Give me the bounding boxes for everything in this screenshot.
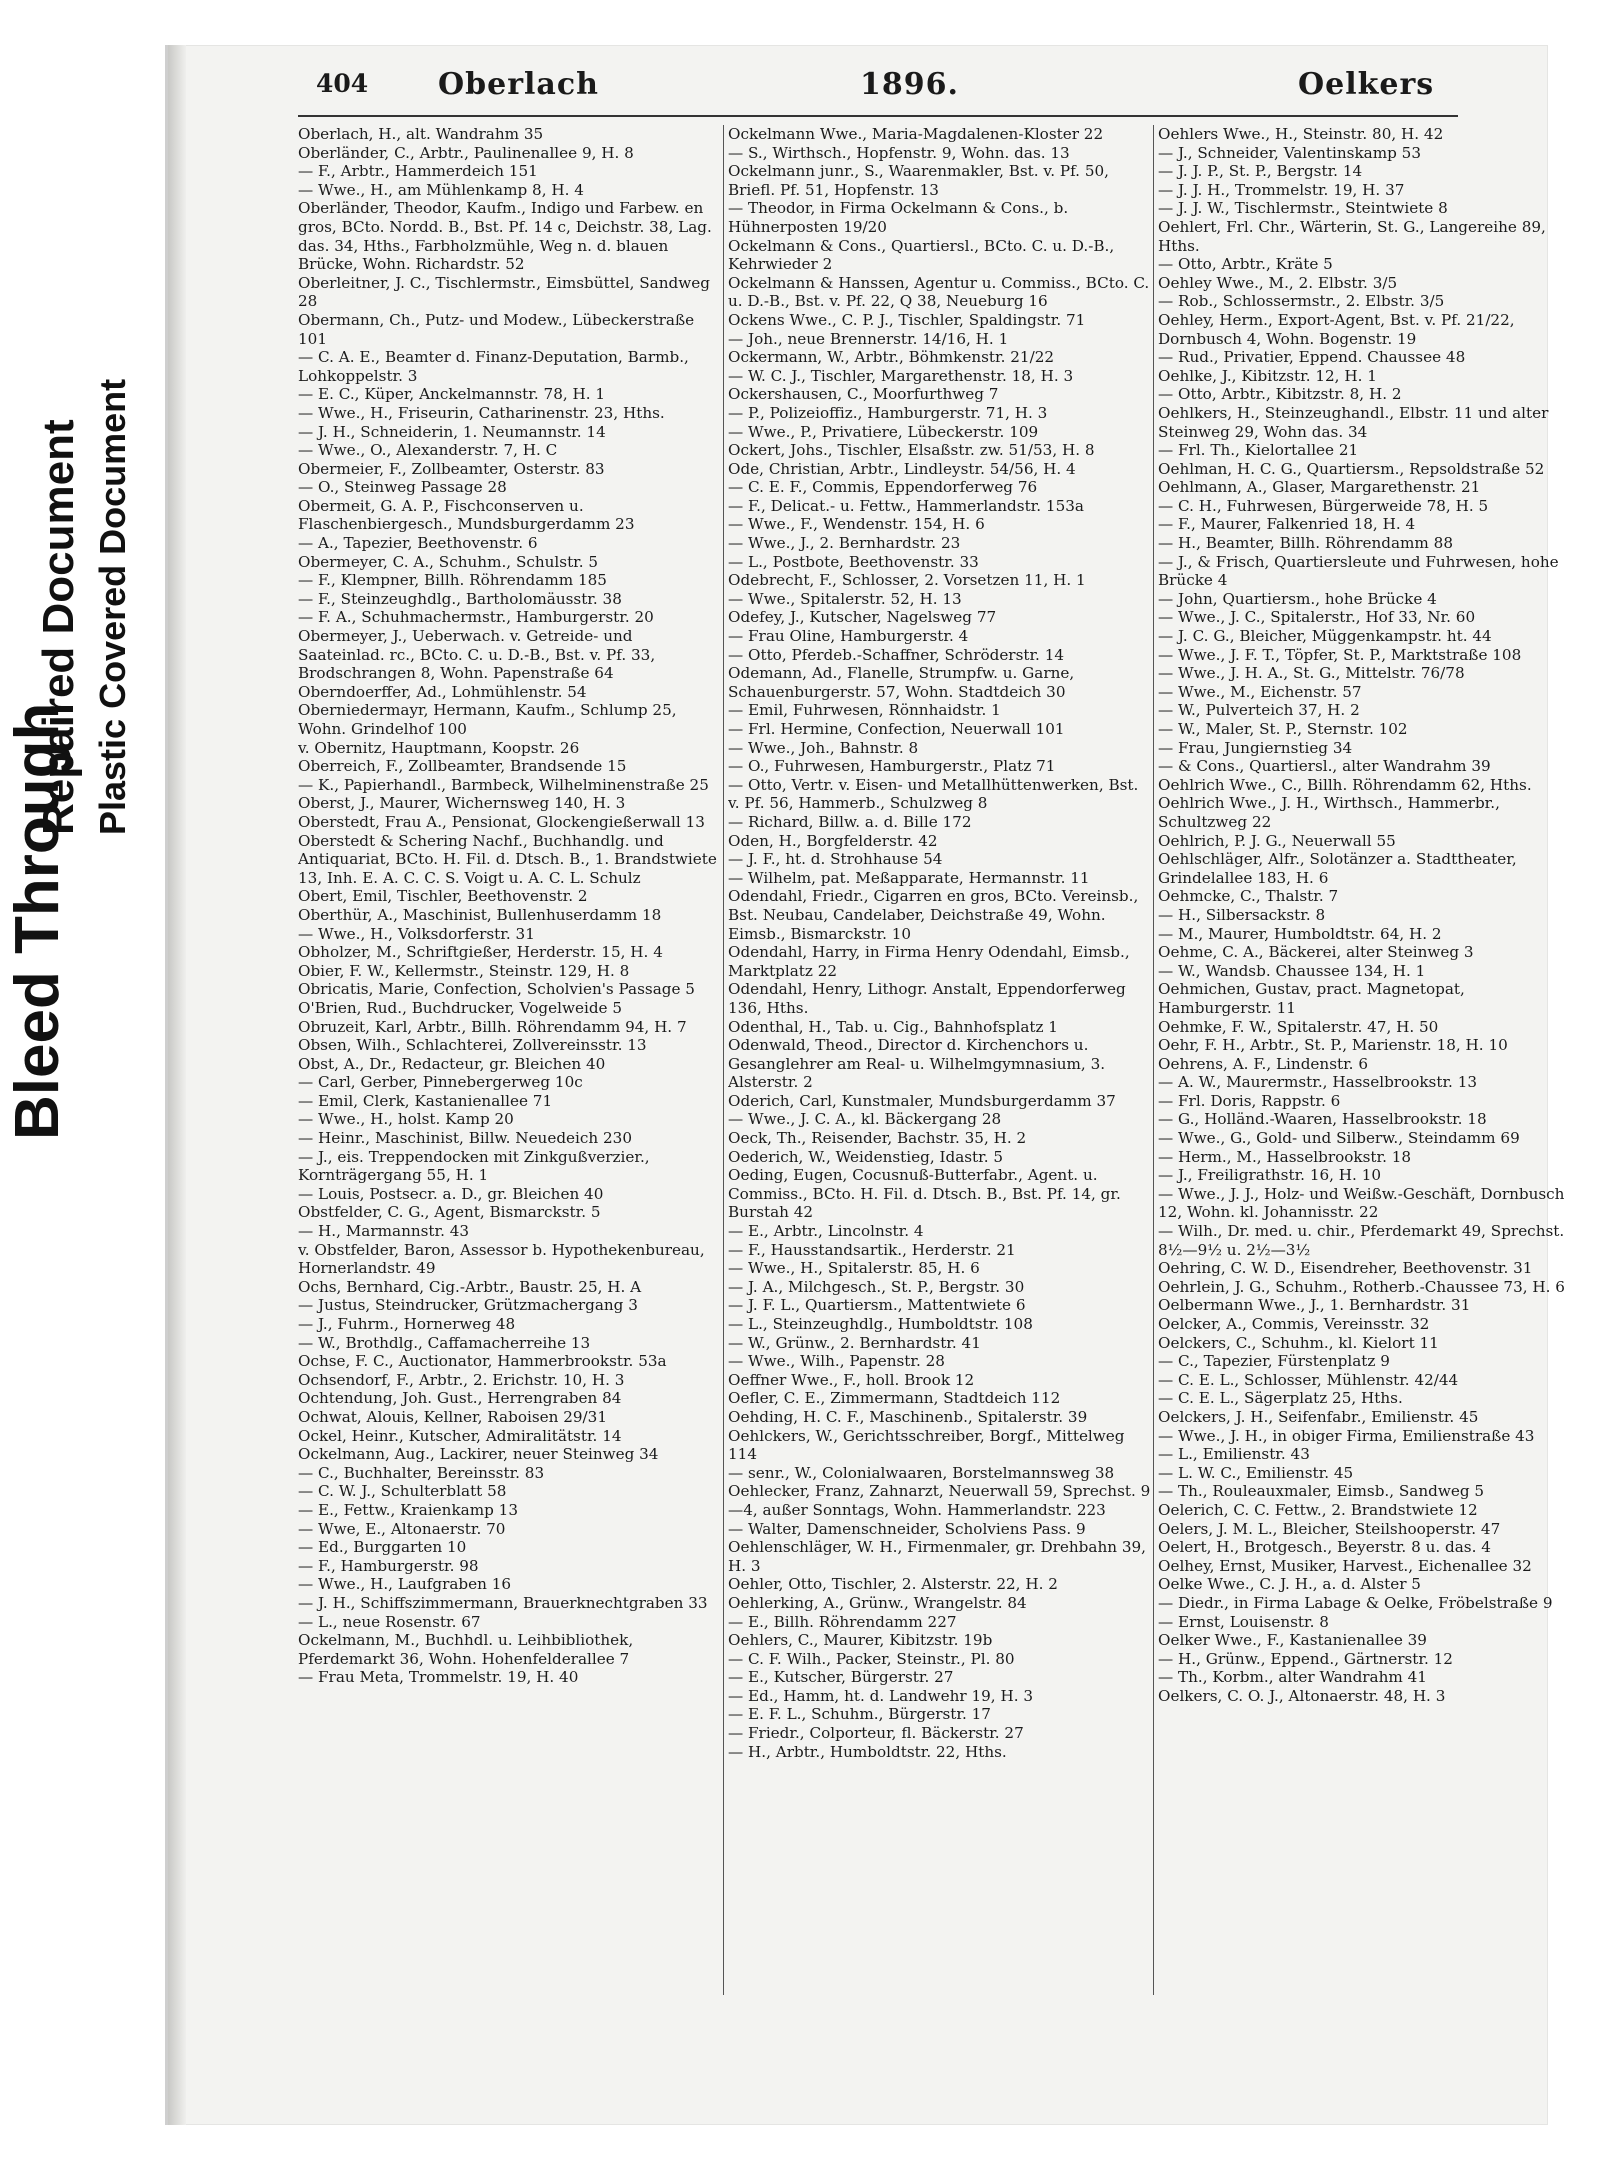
directory-entry: Ochsendorf, F., Arbtr., 2. Erichstr. 10, H. 3	[298, 1370, 625, 1389]
directory-entry: Odendahl, Harry, in Firma Henry Odendahl, Eimsb., Marktplatz 22	[728, 943, 1130, 980]
directory-entry: — P., Polizeioffiz., Hamburgerstr. 71, H. 3	[728, 403, 1048, 422]
directory-entry: Oberstedt & Schering Nachf., Buchhandlg. und Antiquariat, BCto. H. Fil. d. Dtsch. B., 1. Brandstwiete 13, Inh. E. A. C. C. S. Voigt u. A. C. L. Schulz	[298, 831, 717, 887]
directory-entry: — W., Grünw., 2. Bernhardstr. 41	[728, 1333, 981, 1352]
directory-entry: Ockelmann, M., Buchhdl. u. Leihbibliothek, Pferdemarkt 36, Wohn. Hohenfelderallee 7	[298, 1631, 634, 1668]
directory-entry: — Diedr., in Firma Labage & Oelke, Fröbelstraße 9	[1158, 1593, 1553, 1612]
directory-entry: — Rud., Privatier, Eppend. Chaussee 48	[1158, 348, 1466, 367]
directory-entry: — & Cons., Quartiersl., alter Wandrahm 39	[1158, 757, 1491, 776]
directory-entry: Oelbermann Wwe., J., 1. Bernhardstr. 31	[1158, 1296, 1471, 1315]
directory-entry: — W., Brothdlg., Caffamacherreihe 13	[298, 1333, 591, 1352]
label-bleed-through: Bleed Through	[3, 702, 72, 1140]
directory-column-1	[298, 125, 723, 2005]
directory-entry: Oelhey, Ernst, Musiker, Harvest., Eichenallee 32	[1158, 1556, 1532, 1575]
directory-entry: Oberndoerffer, Ad., Lohmühlenstr. 54	[298, 682, 587, 701]
directory-entry: — John, Quartiersm., hohe Brücke 4	[1158, 589, 1437, 608]
page-number: 404	[316, 69, 369, 98]
directory-entry: — M., Maurer, Humboldtstr. 64, H. 2	[1158, 924, 1442, 943]
directory-entry: Oehley, Herm., Export-Agent, Bst. v. Pf. 21/22, Dornbusch 4, Wohn. Bogenstr. 19	[1158, 310, 1515, 348]
directory-entry: — C. E. L., Schlosser, Mühlenstr. 42/44	[1158, 1370, 1459, 1389]
directory-entry: Oberreich, F., Zollbeamter, Brandsende 15	[298, 757, 627, 776]
directory-entry: — C., Buchhalter, Bereinsstr. 83	[298, 1463, 545, 1482]
page-header	[168, 67, 1548, 117]
directory-entry: Obermeier, F., Zollbeamter, Osterstr. 83	[298, 459, 605, 478]
directory-entry: — Otto, Arbtr., Kibitzstr. 8, H. 2	[1158, 385, 1402, 404]
directory-entry: Oberlach, H., alt. Wandrahm 35	[298, 125, 544, 143]
directory-entry: — J., Schneider, Valentinskamp 53	[1158, 143, 1422, 162]
directory-entry: Oehlrich Wwe., J. H., Wirthsch., Hammerbr., Schultzweg 22	[1158, 794, 1500, 831]
column-divider	[723, 125, 724, 1995]
directory-entry: — F., Delicat.- u. Fettw., Hammerlandstr. 153a	[728, 496, 1084, 515]
directory-entry: Oberst, J., Maurer, Wichernsweg 140, H. 3	[298, 794, 626, 813]
directory-entry: Odendahl, Friedr., Cigarren en gros, BCto. Vereinsb., Bst. Neubau, Candelaber, Deichstraße 49, Wohn. Eimsb., Bismarckstr. 10	[728, 887, 1139, 943]
directory-entry: Oefler, C. E., Zimmermann, Stadtdeich 112	[728, 1389, 1061, 1408]
directory-entry: Odebrecht, F., Schlosser, 2. Vorsetzen 11, H. 1	[728, 571, 1086, 590]
directory-entry: — Wwe., H., am Mühlenkamp 8, H. 4	[298, 180, 584, 199]
directory-entry: Oehlman, H. C. G., Quartiersm., Repsoldstraße 52	[1158, 459, 1545, 478]
directory-entry: — Wwe., M., Eichenstr. 57	[1158, 682, 1362, 701]
directory-entry: — Wwe., J. C. A., kl. Bäckergang 28	[728, 1110, 1002, 1129]
directory-entry: Obstfelder, C. G., Agent, Bismarckstr. 5	[298, 1203, 601, 1222]
directory-entry: Oehlschläger, Alfr., Solotänzer a. Stadttheater, Grindelallee 183, H. 6	[1158, 850, 1517, 887]
directory-entry: — L., Postbote, Beethovenstr. 33	[728, 552, 979, 571]
directory-entry: Oehlrich Wwe., C., Billh. Röhrendamm 62, Hths.	[1158, 775, 1532, 794]
directory-entry: — Wwe., Spitalerstr. 52, H. 13	[728, 589, 962, 608]
directory-entry: — Richard, Billw. a. d. Bille 172	[728, 812, 972, 831]
directory-entry: Obruzeit, Karl, Arbtr., Billh. Röhrendamm 94, H. 7	[298, 1017, 687, 1036]
directory-entry: — Frau Meta, Trommelstr. 19, H. 40	[298, 1668, 579, 1687]
directory-entry: Oelerich, C. C. Fettw., 2. Brandstwiete 12	[1158, 1500, 1478, 1519]
directory-entry: — F., Hamburgerstr. 98	[298, 1556, 479, 1575]
directory-entry: Oehlmann, A., Glaser, Margarethenstr. 21	[1158, 478, 1481, 497]
directory-entry: — Wwe., H., Spitalerstr. 85, H. 6	[728, 1259, 980, 1278]
directory-entry: Odenthal, H., Tab. u. Cig., Bahnhofsplatz 1	[728, 1017, 1058, 1036]
directory-entry: — L. W. C., Emilienstr. 45	[1158, 1463, 1354, 1482]
directory-entry: — H., Grünw., Eppend., Gärtnerstr. 12	[1158, 1649, 1453, 1668]
directory-entry: — J. H., Schneiderin, 1. Neumannstr. 14	[298, 422, 606, 441]
directory-entry: Oehlenschläger, W. H., Firmenmaler, gr. Drehbahn 39, H. 3	[728, 1538, 1146, 1575]
directory-entry: Oehrens, A. F., Lindenstr. 6	[1158, 1054, 1368, 1073]
directory-entry: Oehlert, Frl. Chr., Wärterin, St. G., Langereihe 89, Hths.	[1158, 217, 1546, 255]
directory-entry: Oehring, C. W. D., Eisendreher, Beethovenstr. 31	[1158, 1259, 1533, 1278]
directory-entry: Oberländer, C., Arbtr., Paulinenallee 9, H. 8	[298, 143, 634, 162]
directory-entry: — J. J. W., Tischlermstr., Steintwiete 8	[1158, 199, 1448, 218]
directory-entry: Oberländer, Theodor, Kaufm., Indigo und Farbew. en gros, BCto. Nordd. B., Bst. Pf. 14 c, Deichstr. 38, Lag. das. 34, Hths., Farbholzmühle, Weg n. d. blauen Brücke, Wohn. Richardstr. 52	[298, 199, 712, 274]
directory-entry: — Wilh., Dr. med. u. chir., Pferdemarkt 49, Sprechst. 8½—9½ u. 2½—3½	[1158, 1222, 1565, 1259]
directory-entry: Odendahl, Henry, Lithogr. Anstalt, Eppendorferweg 136, Hths.	[728, 980, 1126, 1017]
directory-entry: Ode, Christian, Arbtr., Lindleystr. 54/56, H. 4	[728, 459, 1076, 478]
directory-entry: Obert, Emil, Tischler, Beethovenstr. 2	[298, 887, 588, 906]
directory-entry: Oelert, H., Brotgesch., Beyerstr. 8 u. das. 4	[1158, 1538, 1491, 1557]
directory-entry: — L., Emilienstr. 43	[1158, 1445, 1310, 1464]
directory-entry: — J. A., Milchgesch., St. P., Bergstr. 30	[728, 1277, 1025, 1296]
directory-entry: — A. W., Maurermstr., Hasselbrookstr. 13	[1158, 1073, 1478, 1092]
directory-entry: — J. F., ht. d. Strohhause 54	[728, 850, 943, 869]
running-head-right: Oelkers	[1298, 67, 1435, 102]
directory-entry: v. Obstfelder, Baron, Assessor b. Hypothekenbureau, Hornerlandstr. 49	[298, 1240, 705, 1278]
directory-entry: Ockens Wwe., C. P. J., Tischler, Spaldingstr. 71	[728, 310, 1086, 329]
directory-entry: — Wwe., P., Privatiere, Lübeckerstr. 109	[728, 422, 1039, 441]
directory-entry: — C. F. Wilh., Packer, Steinstr., Pl. 80	[728, 1649, 1015, 1668]
label-plastic-covered-document: Plastic Covered Document	[92, 378, 133, 835]
directory-entry: Oehley Wwe., M., 2. Elbstr. 3/5	[1158, 273, 1398, 292]
directory-entry: — H., Arbtr., Humboldtstr. 22, Hths.	[728, 1742, 1007, 1761]
directory-entry: — Wwe., H., Laufgraben 16	[298, 1575, 512, 1594]
directory-entry: Ochtendung, Joh. Gust., Herrengraben 84	[298, 1389, 622, 1408]
running-head-left: Oberlach	[438, 67, 599, 102]
directory-entry: Oeffner Wwe., F., holl. Brook 12	[728, 1370, 975, 1389]
directory-entry: — Th., Rouleauxmaler, Eimsb., Sandweg 5	[1158, 1482, 1485, 1501]
directory-entry: Ockert, Johs., Tischler, Elsaßstr. zw. 51/53, H. 8	[728, 441, 1095, 460]
directory-entry: Oehmke, F. W., Spitalerstr. 47, H. 50	[1158, 1017, 1439, 1036]
directory-entry: — J. C. G., Bleicher, Müggenkampstr. ht. 44	[1158, 627, 1492, 646]
directory-entry: Oehme, C. A., Bäckerei, alter Steinweg 3	[1158, 943, 1474, 962]
directory-entry: Oehmichen, Gustav, pract. Magnetopat, Hamburgerstr. 11	[1158, 980, 1465, 1017]
directory-entry: — Emil, Clerk, Kastanienallee 71	[298, 1091, 553, 1110]
directory-entry: — F., Maurer, Falkenried 18, H. 4	[1158, 515, 1416, 534]
directory-entry: — G., Holländ.-Waaren, Hasselbrookstr. 18	[1158, 1110, 1487, 1129]
directory-entry: — C., Tapezier, Fürstenplatz 9	[1158, 1352, 1390, 1371]
directory-entry: Oderich, Carl, Kunstmaler, Mundsburgerdamm 37	[728, 1091, 1116, 1110]
directory-entry: — H., Marmannstr. 43	[298, 1222, 470, 1241]
directory-entry: — C. E. F., Commis, Eppendorferweg 76	[728, 478, 1038, 497]
directory-entry: Oehlke, J., Kibitzstr. 12, H. 1	[1158, 366, 1377, 385]
directory-entry: — E., Fettw., Kraienkamp 13	[298, 1500, 518, 1519]
directory-entry: — Frl. Doris, Rappstr. 6	[1158, 1091, 1341, 1110]
directory-entry: — E., Arbtr., Lincolnstr. 4	[728, 1222, 924, 1241]
directory-entry: — Wwe., H., Friseurin, Catharinenstr. 23, Hths.	[298, 403, 665, 422]
directory-entry: — Wwe., J. F. T., Töpfer, St. P., Marktstraße 108	[1158, 645, 1522, 664]
directory-entry: — W., Maler, St. P., Sternstr. 102	[1158, 720, 1408, 738]
directory-entry: Oederich, W., Weidenstieg, Idastr. 5	[728, 1147, 1004, 1166]
directory-entry: Oehlckers, W., Gerichtsschreiber, Borgf., Mittelweg 114	[728, 1426, 1125, 1464]
directory-entry: Ockelmann & Cons., Quartiersl., BCto. C. u. D.-B., Kehrwieder 2	[728, 236, 1115, 274]
directory-entry: — E., Billh. Röhrendamm 227	[728, 1612, 957, 1631]
directory-entry: — Wwe., H., holst. Kamp 20	[298, 1110, 514, 1129]
directory-entry: Odefey, J., Kutscher, Nagelsweg 77	[728, 608, 997, 627]
directory-entry: Ockermann, W., Arbtr., Böhmkenstr. 21/22	[728, 348, 1055, 367]
directory-entry: — H., Silbersackstr. 8	[1158, 905, 1326, 924]
directory-entry: — Wwe., J., 2. Bernhardstr. 23	[728, 534, 961, 553]
directory-entry: — Wwe., J. H., in obiger Firma, Emilienstraße 43	[1158, 1426, 1535, 1445]
directory-entry: — O., Fuhrwesen, Hamburgerstr., Platz 71	[728, 757, 1056, 776]
directory-entry: — Ed., Hamm, ht. d. Landwehr 19, H. 3	[728, 1686, 1034, 1705]
scanned-page	[165, 45, 1565, 2125]
directory-entry: — Ed., Burggarten 10	[298, 1538, 467, 1557]
directory-entry: — J. H., Schiffszimmermann, Brauerknechtgraben 33	[298, 1593, 708, 1612]
directory-entry: — Wwe., J. H. A., St. G., Mittelstr. 76/78	[1158, 664, 1465, 683]
directory-entry: Ockelmann & Hanssen, Agentur u. Commiss., BCto. C. u. D.-B., Bst. v. Pf. 22, Q 38, Neueburg 16	[728, 273, 1150, 311]
directory-entry: — F., Klempner, Billh. Röhrendamm 185	[298, 571, 607, 590]
directory-entry: — S., Wirthsch., Hopfenstr. 9, Wohn. das. 13	[728, 143, 1070, 162]
directory-entry: — Th., Korbm., alter Wandrahm 41	[1158, 1668, 1427, 1687]
directory-entry: Oehlers, C., Maurer, Kibitzstr. 19b	[728, 1631, 993, 1650]
directory-entry: — Wilhelm, pat. Meßapparate, Hermannstr. 11	[728, 868, 1090, 887]
directory-entry: Oehlrich, P. J. G., Neuerwall 55	[1158, 831, 1396, 850]
running-head-year: 1896.	[860, 67, 959, 102]
directory-entry: Ockelmann Wwe., Maria-Magdalenen-Kloster 22	[728, 125, 1104, 143]
directory-entry: — F. A., Schuhmachermstr., Hamburgerstr. 20	[298, 608, 654, 627]
directory-entry: — E., Kutscher, Bürgerstr. 27	[728, 1668, 954, 1687]
directory-entry: — Otto, Arbtr., Kräte 5	[1158, 255, 1333, 274]
directory-entry: — Wwe., J. J., Holz- und Weißw.-Geschäft, Dornbusch 12, Wohn. kl. Johannisstr. 22	[1158, 1184, 1565, 1222]
side-labels	[0, 0, 165, 2177]
directory-entry: Oelke Wwe., C. J. H., a. d. Alster 5	[1158, 1575, 1421, 1594]
directory-entry: — W., Pulverteich 37, H. 2	[1158, 701, 1360, 720]
directory-entry: — F., Arbtr., Hammerdeich 151	[298, 162, 538, 181]
column-divider	[1153, 125, 1154, 1995]
directory-entry: — Carl, Gerber, Pinnebergerweg 10c	[298, 1073, 583, 1092]
directory-entry: Oelers, J. M. L., Bleicher, Steilshooperstr. 47	[1158, 1519, 1501, 1538]
directory-entry: Obricatis, Marie, Confection, Scholvien's Passage 5	[298, 980, 695, 999]
directory-entry: Obermeit, G. A. P., Fischconserven u. Flaschenbiergesch., Mundsburgerdamm 23	[298, 496, 635, 534]
directory-entry: — Theodor, in Firma Ockelmann & Cons., b. Hühnerposten 19/20	[728, 199, 1069, 236]
directory-entry: v. Obernitz, Hauptmann, Koopstr. 26	[298, 738, 580, 757]
header-rule	[298, 115, 1458, 117]
directory-entry: Oehding, H. C. F., Maschinenb., Spitalerstr. 39	[728, 1407, 1088, 1426]
directory-entry: Oelcker, A., Commis, Vereinsstr. 32	[1158, 1315, 1430, 1333]
directory-entry: — Wwe., Wilh., Papenstr. 28	[728, 1352, 945, 1371]
directory-entry: O'Brien, Rud., Buchdrucker, Vogelweide 5	[298, 998, 623, 1017]
directory-entry: Obst, A., Dr., Redacteur, gr. Bleichen 40	[298, 1054, 606, 1073]
directory-entry: — H., Beamter, Billh. Röhrendamm 88	[1158, 534, 1453, 553]
directory-entry: Oden, H., Borgfelderstr. 42	[728, 831, 938, 850]
directory-entry: — E. C., Küper, Anckelmannstr. 78, H. 1	[298, 385, 606, 404]
directory-entry: Ockel, Heinr., Kutscher, Admiralitätstr. 14	[298, 1426, 622, 1445]
directory-entry: Oberniedermayr, Hermann, Kaufm., Schlump 25, Wohn. Grindelhof 100	[298, 701, 677, 738]
directory-entry: — senr., W., Colonialwaaren, Borstelmannsweg 38	[728, 1463, 1115, 1482]
directory-entry: Odemann, Ad., Flanelle, Strumpfw. u. Garne, Schauenburgerstr. 57, Wohn. Stadtdeich 30	[728, 664, 1075, 701]
directory-entry: — Wwe., Joh., Bahnstr. 8	[728, 738, 919, 757]
page-edge-shadow	[168, 45, 186, 2125]
directory-entry: Oberthür, A., Maschinist, Bullenhuserdamm 18	[298, 905, 662, 924]
directory-entry: Oehlkers, H., Steinzeughandl., Elbstr. 11 und alter Steinweg 29, Wohn das. 34	[1158, 403, 1549, 441]
directory-entry: — W., Wandsb. Chaussee 134, H. 1	[1158, 961, 1426, 980]
directory-entry: — J., Freiligrathstr. 16, H. 10	[1158, 1166, 1382, 1185]
directory-entry: Ochse, F. C., Auctionator, Hammerbrookstr. 53a	[298, 1352, 667, 1371]
directory-entry: — Walter, Damenschneider, Scholviens Pass. 9	[728, 1519, 1086, 1538]
directory-entry: — L., neue Rosenstr. 67	[298, 1612, 481, 1631]
directory-entry: — O., Steinweg Passage 28	[298, 478, 507, 497]
directory-entry: — C. W. J., Schulterblatt 58	[298, 1482, 507, 1501]
directory-entry: Ockelmann junr., S., Waarenmakler, Bst. v. Pf. 50, Briefl. Pf. 51, Hopfenstr. 13	[728, 162, 1109, 199]
directory-entry: Oeck, Th., Reisender, Bachstr. 35, H. 2	[728, 1129, 1027, 1148]
directory-entry: Oehlerking, A., Grünw., Wrangelstr. 84	[728, 1593, 1027, 1612]
directory-entry: Oehlers Wwe., H., Steinstr. 80, H. 42	[1158, 125, 1444, 143]
directory-column-3	[1158, 125, 1583, 2005]
directory-entry: — F., Steinzeughdlg., Bartholomäusstr. 38	[298, 589, 622, 608]
directory-entry: Obsen, Wilh., Schlachterei, Zollvereinsstr. 13	[298, 1036, 647, 1055]
directory-entry: — Frl. Th., Kielortallee 21	[1158, 441, 1359, 460]
directory-entry: — C. A. E., Beamter d. Finanz-Deputation, Barmb., Lohkoppelstr. 3	[298, 348, 689, 385]
directory-entry: — Wwe, E., Altonaerstr. 70	[298, 1519, 506, 1538]
directory-entry: — Joh., neue Brennerstr. 14/16, H. 1	[728, 329, 1009, 348]
label-repaired-document: Repaired Document	[34, 419, 83, 835]
directory-entry: Obier, F. W., Kellermstr., Steinstr. 129, H. 8	[298, 961, 630, 980]
directory-entry: — L., Steinzeughdlg., Humboldtstr. 108	[728, 1315, 1033, 1333]
directory-entry: — Otto, Pferdeb.-Schaffner, Schröderstr. 14	[728, 645, 1065, 664]
directory-entry: Ochs, Bernhard, Cig.-Arbtr., Baustr. 25, H. A	[298, 1277, 642, 1296]
directory-entry: Oberleitner, J. C., Tischlermstr., Eimsbüttel, Sandweg 28	[298, 273, 710, 311]
directory-entry: — K., Papierhandl., Barmbeck, Wilhelminenstraße 25	[298, 775, 709, 794]
directory-entry: — Louis, Postsecr. a. D., gr. Bleichen 40	[298, 1184, 604, 1203]
directory-entry: — Frau, Jungiernstieg 34	[1158, 738, 1353, 757]
directory-column-2	[728, 125, 1153, 2005]
directory-entry: Oelckers, J. H., Seifenfabr., Emilienstr. 45	[1158, 1407, 1479, 1426]
directory-entry: Oelckers, C., Schuhm., kl. Kielort 11	[1158, 1333, 1439, 1352]
directory-entry: Oelkers, C. O. J., Altonaerstr. 48, H. 3	[1158, 1686, 1446, 1705]
directory-entry: — Frl. Hermine, Confection, Neuerwall 101	[728, 720, 1065, 738]
directory-entry: — Wwe., J. C., Spitalerstr., Hof 33, Nr. 60	[1158, 608, 1476, 627]
directory-entry: — Herm., M., Hasselbrookstr. 18	[1158, 1147, 1412, 1166]
directory-entry: Oeding, Eugen, Cocusnuß-Butterfabr., Agent. u. Commiss., BCto. H. Fil. d. Dtsch. B., Bst. Pf. 14, gr. Burstah 42	[728, 1166, 1121, 1222]
directory-entry: — Otto, Vertr. v. Eisen- und Metallhüttenwerken, Bst. v. Pf. 56, Hammerb., Schulzweg 8	[728, 775, 1139, 813]
directory-entry: Ockershausen, C., Moorfurthweg 7	[728, 385, 999, 404]
directory-entry: — A., Tapezier, Beethovenstr. 6	[298, 534, 538, 553]
directory-entry: Oehrlein, J. G., Schuhm., Rotherb.-Chaussee 73, H. 6	[1158, 1277, 1565, 1296]
directory-entry: — E. F. L., Schuhm., Bürgerstr. 17	[728, 1705, 991, 1724]
directory-entry: — J. J. H., Trommelstr. 19, H. 37	[1158, 180, 1405, 199]
directory-entry: Oehlecker, Franz, Zahnarzt, Neuerwall 59, Sprechst. 9—4, außer Sonntags, Wohn. Hammerlandstr. 223	[728, 1482, 1151, 1519]
directory-entry: Oehmcke, C., Thalstr. 7	[1158, 887, 1339, 906]
directory-entry: Obermeyer, C. A., Schuhm., Schulstr. 5	[298, 552, 599, 571]
directory-entry: Odenwald, Theod., Director d. Kirchenchors u. Gesanglehrer am Real- u. Wilhelmgymnasium, 3. Alsterstr. 2	[728, 1036, 1106, 1092]
directory-entry: Oehler, Otto, Tischler, 2. Alsterstr. 22, H. 2	[728, 1575, 1058, 1594]
directory-entry: Obermeyer, J., Ueberwach. v. Getreide- und Saateinlad. rc., BCto. C. u. D.-B., Bst. v. Pf. 33, Brodschrangen 8, Wohn. Papenstraße 64	[298, 627, 656, 683]
directory-entry: — Heinr., Maschinist, Billw. Neuedeich 230	[298, 1129, 632, 1148]
directory-entry: — Wwe., O., Alexanderstr. 7, H. C	[298, 441, 558, 460]
directory-entry: Ockelmann, Aug., Lackirer, neuer Steinweg 34	[298, 1445, 659, 1464]
directory-entry: — Frau Oline, Hamburgerstr. 4	[728, 627, 969, 646]
directory-entry: — J., & Frisch, Quartiersleute und Fuhrwesen, hohe Brücke 4	[1158, 552, 1559, 590]
directory-entry: — C. E. L., Sägerplatz 25, Hths.	[1158, 1389, 1403, 1408]
directory-entry: — J. F. L., Quartiersm., Mattentwiete 6	[728, 1296, 1026, 1315]
directory-entry: — J. J. P., St. P., Bergstr. 14	[1158, 162, 1363, 181]
directory-entry: Obermann, Ch., Putz- und Modew., Lübeckerstraße 101	[298, 310, 695, 348]
directory-entry: Oelker Wwe., F., Kastanienallee 39	[1158, 1631, 1427, 1650]
directory-entry: — C. H., Fuhrwesen, Bürgerweide 78, H. 5	[1158, 496, 1489, 515]
directory-entry: Ochwat, Alouis, Kellner, Raboisen 29/31	[298, 1407, 607, 1426]
directory-entry: — Wwe., F., Wendenstr. 154, H. 6	[728, 515, 985, 534]
directory-entry: — W. C. J., Tischler, Margarethenstr. 18, H. 3	[728, 366, 1074, 385]
directory-entry: — Friedr., Colporteur, fl. Bäckerstr. 27	[728, 1724, 1024, 1743]
directory-entry: — Wwe., H., Volksdorferstr. 31	[298, 924, 535, 943]
directory-entry: Obholzer, M., Schriftgießer, Herderstr. 15, H. 4	[298, 943, 663, 962]
directory-entry: Oehr, F. H., Arbtr., St. P., Marienstr. 18, H. 10	[1158, 1036, 1508, 1055]
directory-entry: — Justus, Steindrucker, Grützmachergang 3	[298, 1296, 638, 1315]
directory-entry: — Ernst, Louisenstr. 8	[1158, 1612, 1329, 1631]
directory-entry: Oberstedt, Frau A., Pensionat, Glockengießerwall 13	[298, 812, 705, 831]
directory-entry: — J., eis. Treppendocken mit Zinkgußverzier., Kornträgergang 55, H. 1	[298, 1147, 650, 1185]
directory-entry: — Wwe., G., Gold- und Silberw., Steindamm 69	[1158, 1129, 1520, 1148]
directory-entry: — F., Hausstandsartik., Herderstr. 21	[728, 1240, 1016, 1259]
directory-entry: — Rob., Schlossermstr., 2. Elbstr. 3/5	[1158, 292, 1445, 311]
directory-entry: — Emil, Fuhrwesen, Rönnhaidstr. 1	[728, 701, 1001, 720]
directory-entry: — J., Fuhrm., Hornerweg 48	[298, 1315, 516, 1333]
